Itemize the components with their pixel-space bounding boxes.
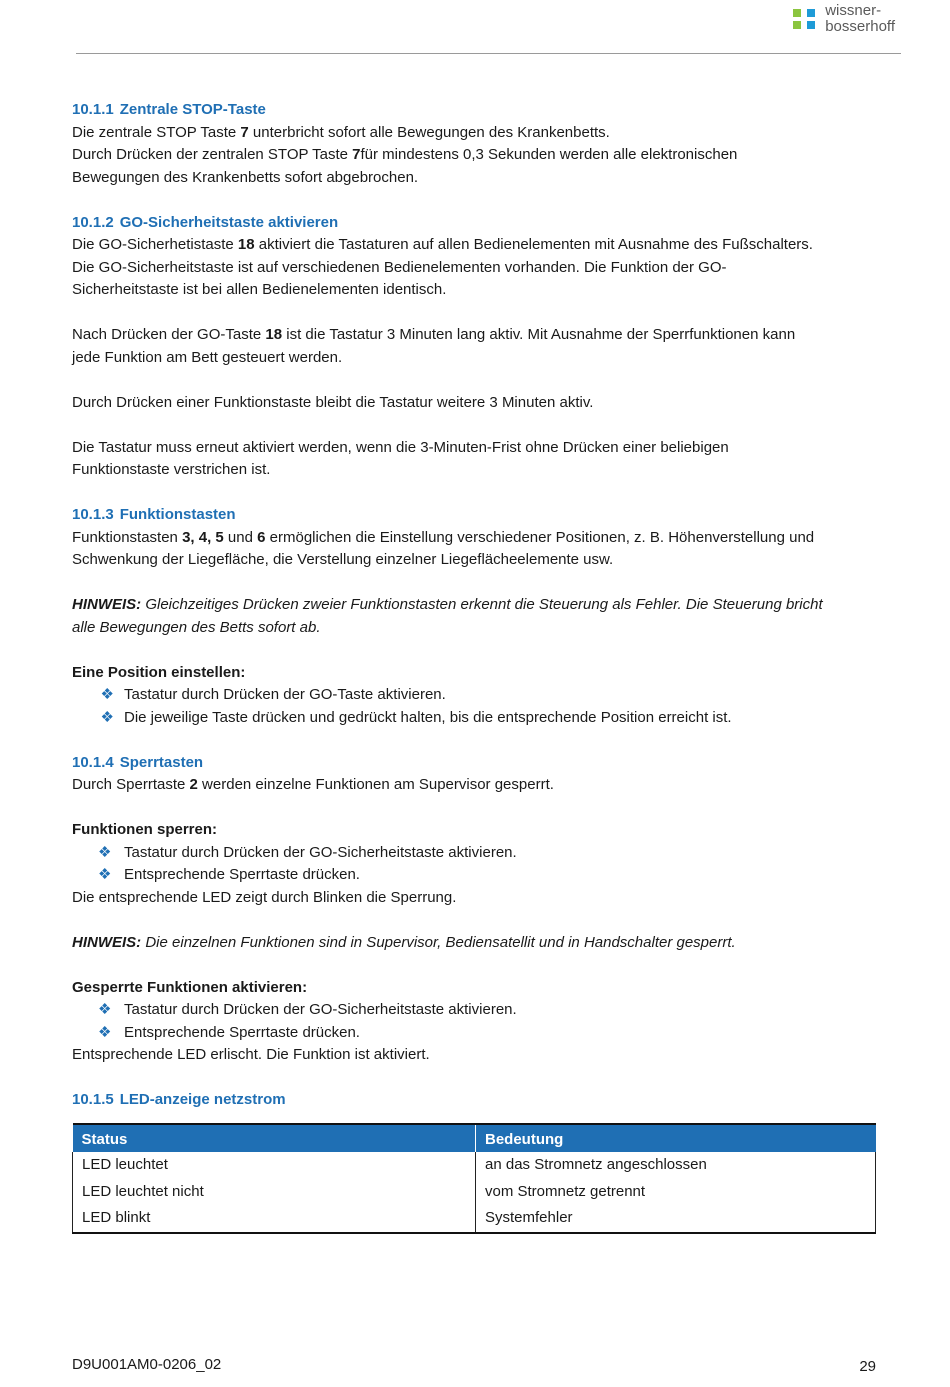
table-cell: vom Stromnetz getrennt	[476, 1179, 876, 1206]
table-row	[73, 1152, 876, 1179]
paragraph: Die Tastatur muss erneut aktiviert werden, wenn die 3-Minuten-Frist ohne Drücken einer beliebigen	[72, 438, 729, 456]
paragraph: Die zentrale STOP Taste 7 unterbricht sofort alle Bewegungen des Krankenbetts.	[72, 123, 610, 141]
bullet-list	[72, 684, 882, 729]
table-row	[73, 1179, 876, 1206]
table-cell: LED leuchtet	[73, 1152, 476, 1179]
diamond-bullet-icon: ❖	[100, 686, 114, 703]
section-heading-10-1-3	[72, 504, 882, 527]
diamond-bullet-icon: ❖	[98, 1023, 112, 1041]
subheading: Gesperrte Funktionen aktivieren:	[72, 978, 308, 996]
logo-square-green-1	[793, 9, 801, 17]
table-cell: LED leuchtet nicht	[73, 1179, 476, 1206]
paragraph: Durch Drücken einer Funktionstaste bleibt die Tastatur weitere 3 Minuten aktiv.	[72, 393, 594, 411]
section-title: Zentrale STOP-Taste	[119, 101, 266, 118]
table-cell: Systemfehler	[476, 1205, 876, 1233]
section-title: GO-Sicherheitstaste aktivieren	[119, 213, 339, 231]
section-title: LED-anzeige netzstrom	[119, 1091, 286, 1108]
section-heading-10-1-1	[72, 99, 882, 122]
section-heading-10-1-5	[72, 1089, 882, 1112]
company-logo	[793, 3, 895, 35]
section-title: Funktionstasten	[119, 506, 236, 523]
list-item: ❖ Entsprechende Sperrtaste drücken.	[72, 864, 882, 887]
logo-line-1: wissner-	[825, 2, 882, 19]
list-item: ❖ Die jeweilige Taste drücken und gedrückt halten, bis die entsprechende Position erreicht ist.	[72, 707, 882, 730]
section-number: 10.1.2	[72, 213, 114, 231]
logo-square-green-2	[793, 21, 801, 29]
list-item: ❖ Tastatur durch Drücken der GO-Sicherheitstaste aktivieren.	[72, 842, 882, 865]
paragraph: Durch Drücken der zentralen STOP Taste 7für mindestens 0,3 Sekunden werden alle elektronischen	[72, 146, 738, 163]
note-hinweis: HINWEIS: Gleichzeitiges Drücken zweier Funktionstasten erkennt die Steuerung als Fehler. Die Steuerung bricht	[72, 596, 823, 613]
paragraph: Schwenkung der Liegefläche, die Verstellung einzelner Liegeflächeelemente usw.	[72, 551, 614, 568]
logo-text	[825, 3, 895, 35]
header-rule	[76, 53, 901, 54]
paragraph: Bewegungen des Krankenbetts sofort abgebrochen.	[72, 168, 419, 186]
diamond-bullet-icon: ❖	[98, 866, 112, 883]
logo-square-blue-1	[807, 9, 815, 17]
paragraph: Die GO-Sicherheitstaste ist auf verschiedenen Bedienelementen vorhanden. Die Funktion der GO-	[72, 258, 727, 276]
section-heading-10-1-2	[72, 212, 882, 235]
paragraph: Nach Drücken der GO-Taste 18 ist die Tastatur 3 Minuten lang aktiv. Mit Ausnahme der Sperrfunktionen kann	[72, 326, 796, 343]
section-number: 10.1.1	[72, 101, 114, 118]
section-heading-10-1-4	[72, 752, 882, 775]
paragraph: Entsprechende LED erlischt. Die Funktion ist aktiviert.	[72, 1046, 430, 1063]
logo-line-2: bosserhoff	[825, 18, 895, 35]
section-number: 10.1.3	[72, 506, 114, 523]
led-status-table	[72, 1123, 876, 1234]
paragraph: Funktionstaste verstrichen ist.	[72, 461, 271, 478]
paragraph: Die GO-Sicherhetistaste 18 aktiviert die Tastaturen auf allen Bedienelementen mit Ausnahme des Fußschalters.	[72, 236, 813, 253]
bullet-list	[72, 999, 882, 1044]
bullet-list	[72, 842, 882, 887]
column-header-bedeutung: Bedeutung	[476, 1124, 876, 1153]
diamond-bullet-icon: ❖	[98, 1001, 112, 1018]
paragraph: jede Funktion am Bett gesteuert werden.	[72, 348, 343, 366]
paragraph: Funktionstasten 3, 4, 5 und 6 ermöglichen die Einstellung verschiedener Positionen, z. B. Höhenverstellung und	[72, 528, 815, 546]
paragraph: Sicherheitstaste ist bei allen Bedienelementen identisch.	[72, 281, 447, 298]
table-cell: LED blinkt	[73, 1205, 476, 1233]
paragraph: Die entsprechende LED zeigt durch Blinken die Sperrung.	[72, 888, 457, 906]
note-hinweis: HINWEIS: Die einzelnen Funktionen sind in Supervisor, Bediensatellit und in Handschalter gesperrt.	[72, 933, 736, 951]
column-header-status: Status	[73, 1124, 476, 1153]
list-item: ❖ Tastatur durch Drücken der GO-Sicherheitstaste aktivieren.	[72, 999, 882, 1022]
diamond-bullet-icon: ❖	[100, 708, 114, 726]
list-item: ❖ Entsprechende Sperrtaste drücken.	[72, 1022, 882, 1045]
note-hinweis-cont: alle Bewegungen des Betts sofort ab.	[72, 618, 321, 636]
section-title: Sperrtasten	[119, 753, 204, 771]
table-row	[73, 1205, 876, 1233]
table-cell: an das Stromnetz angeschlossen	[476, 1152, 876, 1179]
table-header-row	[73, 1124, 876, 1153]
subheading: Eine Position einstellen:	[72, 663, 246, 681]
page-content	[72, 99, 882, 1234]
paragraph: Durch Sperrtaste 2 werden einzelne Funktionen am Supervisor gesperrt.	[72, 776, 554, 793]
footer-page-number: 29	[859, 1358, 876, 1375]
logo-square-blue-2	[807, 21, 815, 29]
footer-doc-id: D9U001AM0-0206_02	[72, 1356, 222, 1373]
subheading: Funktionen sperren:	[72, 821, 218, 838]
section-number: 10.1.4	[72, 753, 114, 771]
logo-squares	[793, 9, 815, 29]
diamond-bullet-icon: ❖	[98, 843, 112, 861]
list-item: ❖ Tastatur durch Drücken der GO-Taste aktivieren.	[72, 684, 882, 707]
section-number: 10.1.5	[72, 1091, 114, 1108]
